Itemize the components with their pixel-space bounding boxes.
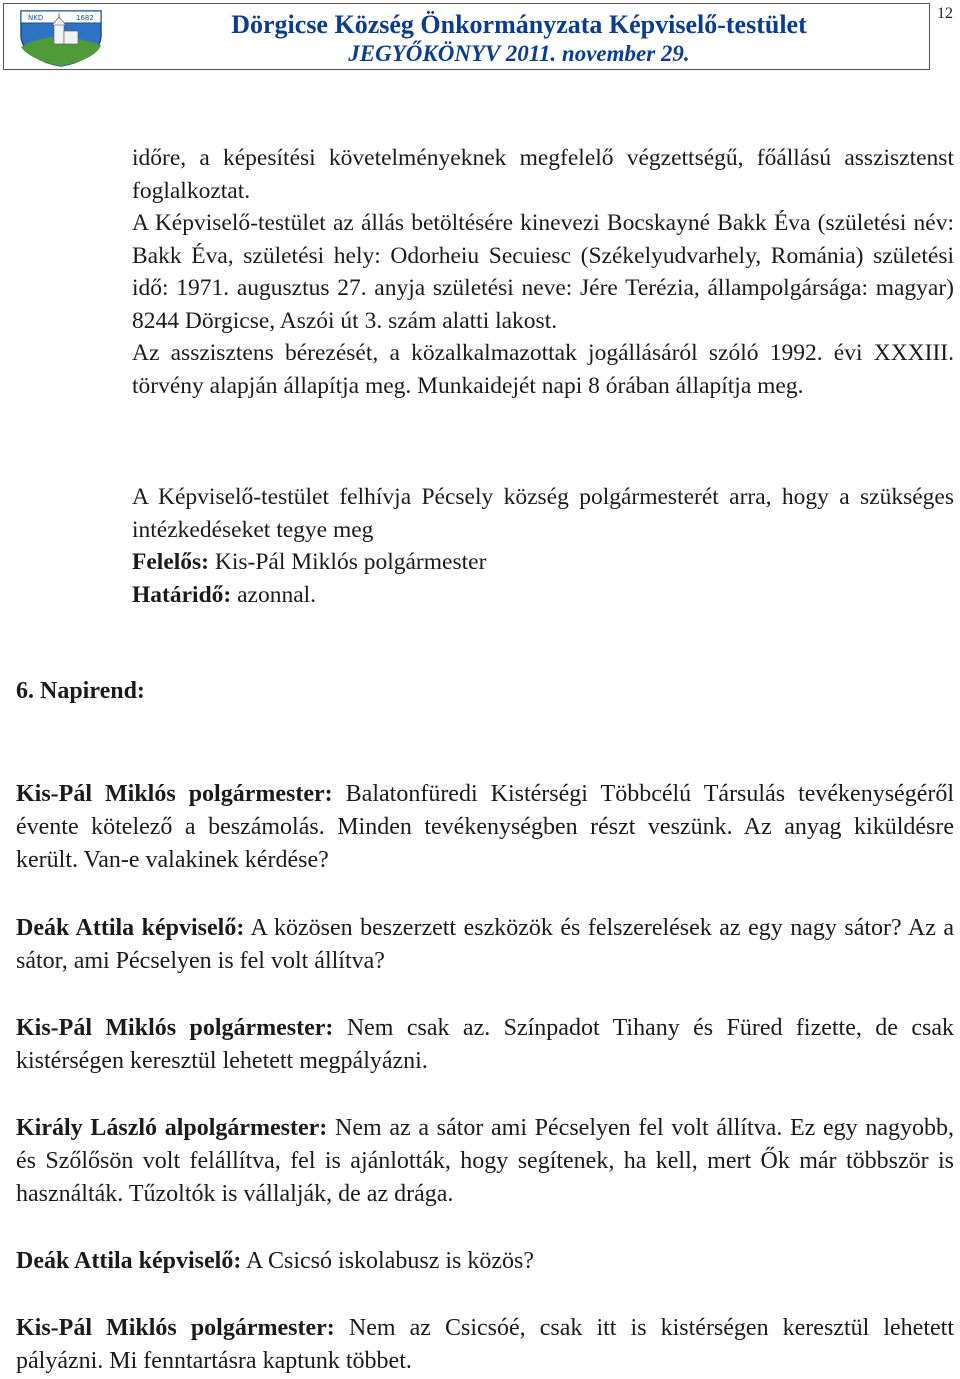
speaker-name: Deák Attila képviselő:	[16, 1248, 242, 1274]
dialog-entry	[16, 1245, 954, 1278]
resolution-paragraph: A Képviselő-testület felhívja Pécsely község polgármesterét arra, hogy a szükséges intézkedéseket tegye meg	[132, 484, 954, 543]
resolution-paragraph: A Képviselő-testület az állás betöltésére kinevezi Bocskayné Bakk Éva (születési név: Bakk Éva, születési hely: Odorheiu Secuiesc (Székelyudvarhely, Románia) születési idő: 1971. augusztus 27. anyja születési neve: Jére Terézia, állampolgársága: magyar) 8244 Dörgicse, Aszói út 3. szám alatti lakost.	[132, 210, 954, 334]
speech-text: Nem az a sátor ami Pécselyen fel volt állítva. Ez egy nagyobb, és Szőlősön volt felállítva, fel is ajánlották, hogy segítenek, ha kell, mert Ők már többször is használták. Tűzoltók is vállalják, de az drága.	[16, 1115, 954, 1207]
resolution-paragraph: időre, a képesítési követelményeknek megfelelő végzettségű, főállású asszisztenst foglalkoztat.	[132, 145, 954, 204]
municipal-coat-of-arms-logo	[18, 9, 104, 67]
resolution-text	[132, 142, 954, 402]
deadline-label: Határidő:	[132, 581, 232, 608]
responsible-label: Felelős:	[132, 549, 209, 575]
speaker-name: Király László alpolgármester:	[16, 1115, 328, 1141]
responsible-line	[132, 546, 954, 579]
svg-text:NKD: NKD	[28, 14, 44, 22]
dialog-entry	[16, 1012, 954, 1078]
deadline-value: azonnal.	[231, 581, 317, 608]
speech-text: Balatonfüredi Kistérségi Többcélú Társulás tevékenységéről évente kötelező a beszámolás. Minden tevékenységben részt veszünk. Az anyag kiküldésre került. Van-e valakinek kérdése?	[16, 781, 954, 873]
responsible-value: Kis-Pál Miklós polgármester	[209, 549, 487, 575]
speech-text: A Csicsó iskolabusz is közös?	[241, 1248, 534, 1274]
header-subtitle: JEGYŐKÖNYV 2011. november 29.	[348, 41, 690, 66]
speaker-name: Kis-Pál Miklós polgármester:	[16, 781, 333, 807]
dialog-entry	[16, 912, 954, 978]
speaker-name: Deák Attila képviselő:	[16, 915, 245, 941]
speech-text: Nem csak az. Színpadot Tihany és Füred fizette, de csak kistérségen keresztül lehetett megpályázni.	[16, 1015, 954, 1074]
speech-text: A közösen beszerzett eszközök és felszerelések az egy nagy sátor? Az a sátor, ami Pécselyen is fel volt állítva?	[16, 915, 955, 974]
speaker-name: Kis-Pál Miklós polgármester:	[16, 1015, 334, 1041]
page-header	[3, 3, 930, 70]
deadline-line	[132, 579, 954, 612]
speech-text: Nem az Csicsóé, csak itt is kistérségen keresztül lehetett pályázni. Mi fenntartásra kaptunk többet.	[16, 1315, 954, 1374]
dialog-entry	[16, 778, 954, 877]
svg-text:1682: 1682	[76, 14, 94, 22]
dialog-entry	[16, 1112, 954, 1211]
resolution-paragraph: Az asszisztens bérezését, a közalkalmazottak jogállásáról szóló 1992. évi XXXIII. törvény alapján állapítja meg. Munkaidejét napi 8 órában állapítja meg.	[132, 340, 954, 399]
header-title: Dörgicse Község Önkormányzata Képviselő-testület	[231, 10, 807, 39]
dialog-entry	[16, 1312, 954, 1378]
speaker-name: Kis-Pál Miklós polgármester:	[16, 1315, 335, 1341]
resolution-call	[132, 481, 954, 611]
agenda-heading: 6. Napirend:	[16, 678, 145, 704]
page-number: 12	[937, 5, 953, 22]
